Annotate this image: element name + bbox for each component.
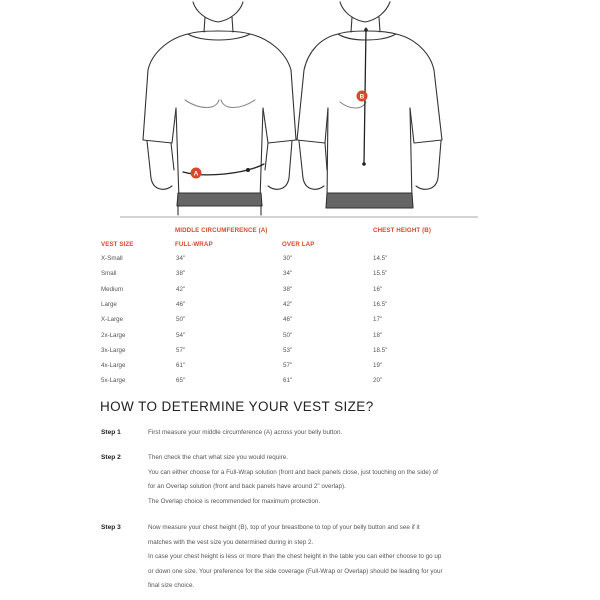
side-figure [297, 2, 442, 208]
step-text-line: The Overlap choice is recommended for maximum protection. [148, 497, 321, 505]
header-middle-circumference: MIDDLE CIRCUMFERENCE (A) [175, 227, 268, 234]
cell-over-lap: 50" [283, 331, 293, 339]
step-text-line: for an Overlap solution (front and back panels have around 2" overlap). [148, 483, 346, 491]
cell-vest-size: Small [101, 270, 117, 278]
header-chest-height: CHEST HEIGHT (B) [373, 227, 431, 234]
cell-over-lap: 53" [283, 346, 293, 354]
cell-vest-size: 5x-Large [101, 377, 126, 385]
cell-chest-height: 16.5" [373, 300, 388, 308]
header-vest-size: VEST SIZE [101, 241, 134, 248]
cell-over-lap: 46" [283, 316, 293, 324]
cell-full-wrap: 34" [176, 255, 186, 262]
cell-over-lap: 61" [283, 377, 293, 385]
step-text-line: First measure your middle circumference (A) across your belly button. [148, 429, 343, 436]
header-over-lap: OVER LAP [282, 241, 315, 248]
cell-chest-height: 15.5" [373, 270, 388, 278]
cell-over-lap: 57" [283, 362, 293, 370]
cell-vest-size: X-Large [101, 316, 124, 324]
cell-vest-size: 2x-Large [101, 331, 126, 339]
waist-line-dot [246, 168, 250, 172]
cell-full-wrap: 46" [176, 300, 186, 308]
step-text-line: Then check the chart what size you would require. [148, 454, 289, 461]
step-text-line: final size choice. [148, 582, 195, 590]
measurement-figures [0, 0, 600, 222]
chest-top-dot [364, 28, 368, 32]
cell-chest-height: 17" [373, 316, 383, 324]
step-text-line: In case your chest height is less or more than the chest height in the table you can either choose to go up [148, 553, 442, 561]
step-label: Step 3 [101, 524, 121, 531]
cell-full-wrap: 57" [176, 346, 186, 354]
instructions-heading: HOW TO DETERMINE YOUR VEST SIZE? [100, 399, 374, 414]
chest-bottom-dot [362, 162, 366, 166]
cell-chest-height: 20" [373, 377, 383, 385]
step-text-line: or down one size. Your preference for the side coverage (Full-Wrap or Overlap) should be leading for your [148, 567, 443, 575]
cell-over-lap: 38" [283, 285, 293, 293]
cell-vest-size: Large [101, 300, 117, 308]
cell-chest-height: 14.5" [373, 255, 388, 262]
cell-vest-size: X-Small [101, 255, 123, 262]
cell-chest-height: 19" [373, 362, 383, 370]
marker-b [357, 91, 368, 102]
vest-size-table [0, 222, 600, 390]
step-text-line: Now measure your chest height (B), top of your breastbone to top of your belly button and see if it [148, 524, 420, 531]
cell-full-wrap: 61" [176, 362, 186, 370]
cell-over-lap: 42" [283, 300, 293, 308]
step-label: Step 1 [101, 429, 121, 436]
cell-chest-height: 16" [373, 285, 383, 293]
cell-over-lap: 30" [283, 255, 293, 262]
cell-full-wrap: 42" [176, 285, 186, 293]
marker-a [191, 168, 202, 179]
cell-full-wrap: 50" [176, 316, 186, 324]
svg-text:A: A [193, 170, 199, 178]
cell-chest-height: 18.5" [373, 346, 388, 354]
step-text-line: You can either choose for a Full-Wrap solution (front and back panels close, just touching on the side) of [148, 468, 438, 476]
cell-vest-size: 3x-Large [101, 346, 126, 354]
cell-full-wrap: 65" [176, 377, 186, 385]
cell-chest-height: 18" [373, 331, 383, 339]
step-text-line: matches with the vest size you determined during in step 2. [148, 538, 314, 546]
step-label: Step 2 [101, 454, 121, 461]
header-full-wrap: FULL-WRAP [175, 241, 213, 248]
svg-text:B: B [359, 93, 365, 101]
cell-full-wrap: 38" [176, 270, 186, 278]
cell-full-wrap: 54" [176, 331, 186, 339]
front-figure [143, 2, 296, 215]
cell-over-lap: 34" [283, 270, 293, 278]
cell-vest-size: Medium [101, 285, 124, 293]
cell-vest-size: 4x-Large [101, 362, 126, 370]
